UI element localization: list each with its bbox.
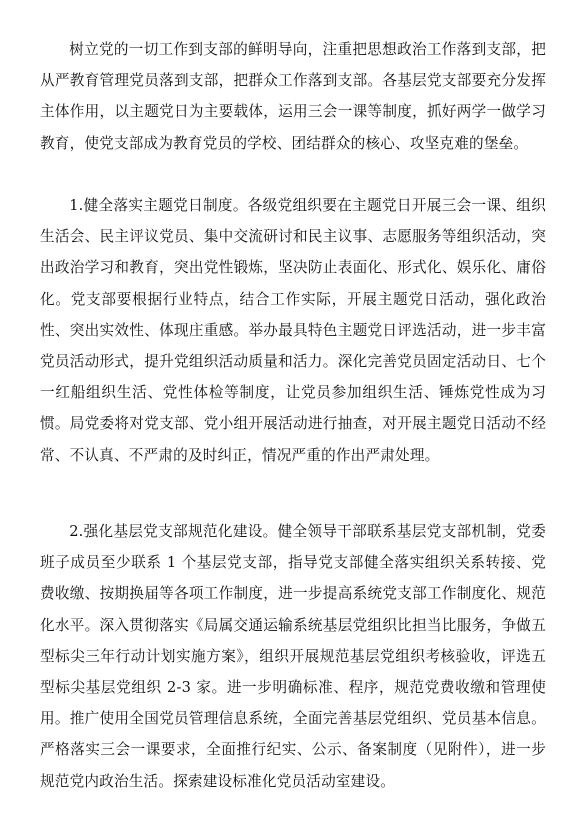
paragraph-intro: 树立党的一切工作到支部的鲜明导向，注重把思想政治工作落到支部，把从严教育管理党员落到支部，把群众工作落到支部。各基层党支部要充分发挥主体作用，以主题党日为主要载体，运用三会一课等制度，抓好两学一做学习教育，使党支部成为教育党员的学校、团结群众的核心、攻坚克难的堡垒。	[40, 41, 546, 152]
paragraph-branch-standardization: 2.强化基层党支部规范化建设。健全领导干部联系基层党支部机制，党委班子成员至少联系 1 个基层党支部，指导党支部健全落实组织关系转接、党费收缴、按期换届等各项工作制度，进一步提高系统党支部工作制度化、规范化水平。深入贯彻落实《局属交通运输系统基层党组织比担当比服务，争做五型标尖三年行动计划实施方案》，组织开展规范基层党组织考核验收，评选五型标尖基层党组织 2-3 家。进一步明确标准、程序，规范党费收缴和管理使用。推广使用全国党员管理信息系统，全面完善基层党组织、党员基本信息。严格落实三会一课要求，全面推行纪实、公示、备案制度（见附件），进一步规范党内政治生活。探索建设标准化党员活动室建设。	[40, 523, 546, 790]
paragraph-theme-party-day: 1.健全落实主题党日制度。各级党组织要在主题党日开展三会一课、组织生活会、民主评议党员、集中交流研讨和民主议事、志愿服务等组织活动，突出政治学习和教育，突出党性锻炼，坚决防止表面化、形式化、娱乐化、庸俗化。党支部要根据行业特点，结合工作实际，开展主题党日活动，强化政治性、突出实效性、体现庄重感。举办最具特色主题党日评选活动，进一步丰富党员活动形式，提升党组织活动质量和活力。深化完善党员固定活动日、七个一红船组织生活、党性体检等制度，让党员参加组织生活、锤炼党性成为习惯。局党委将对党支部、党小组开展活动进行抽查，对开展主题党日活动不经常、不认真、不严肃的及时纠正，情况严重的作出严肃处理。	[40, 197, 546, 464]
